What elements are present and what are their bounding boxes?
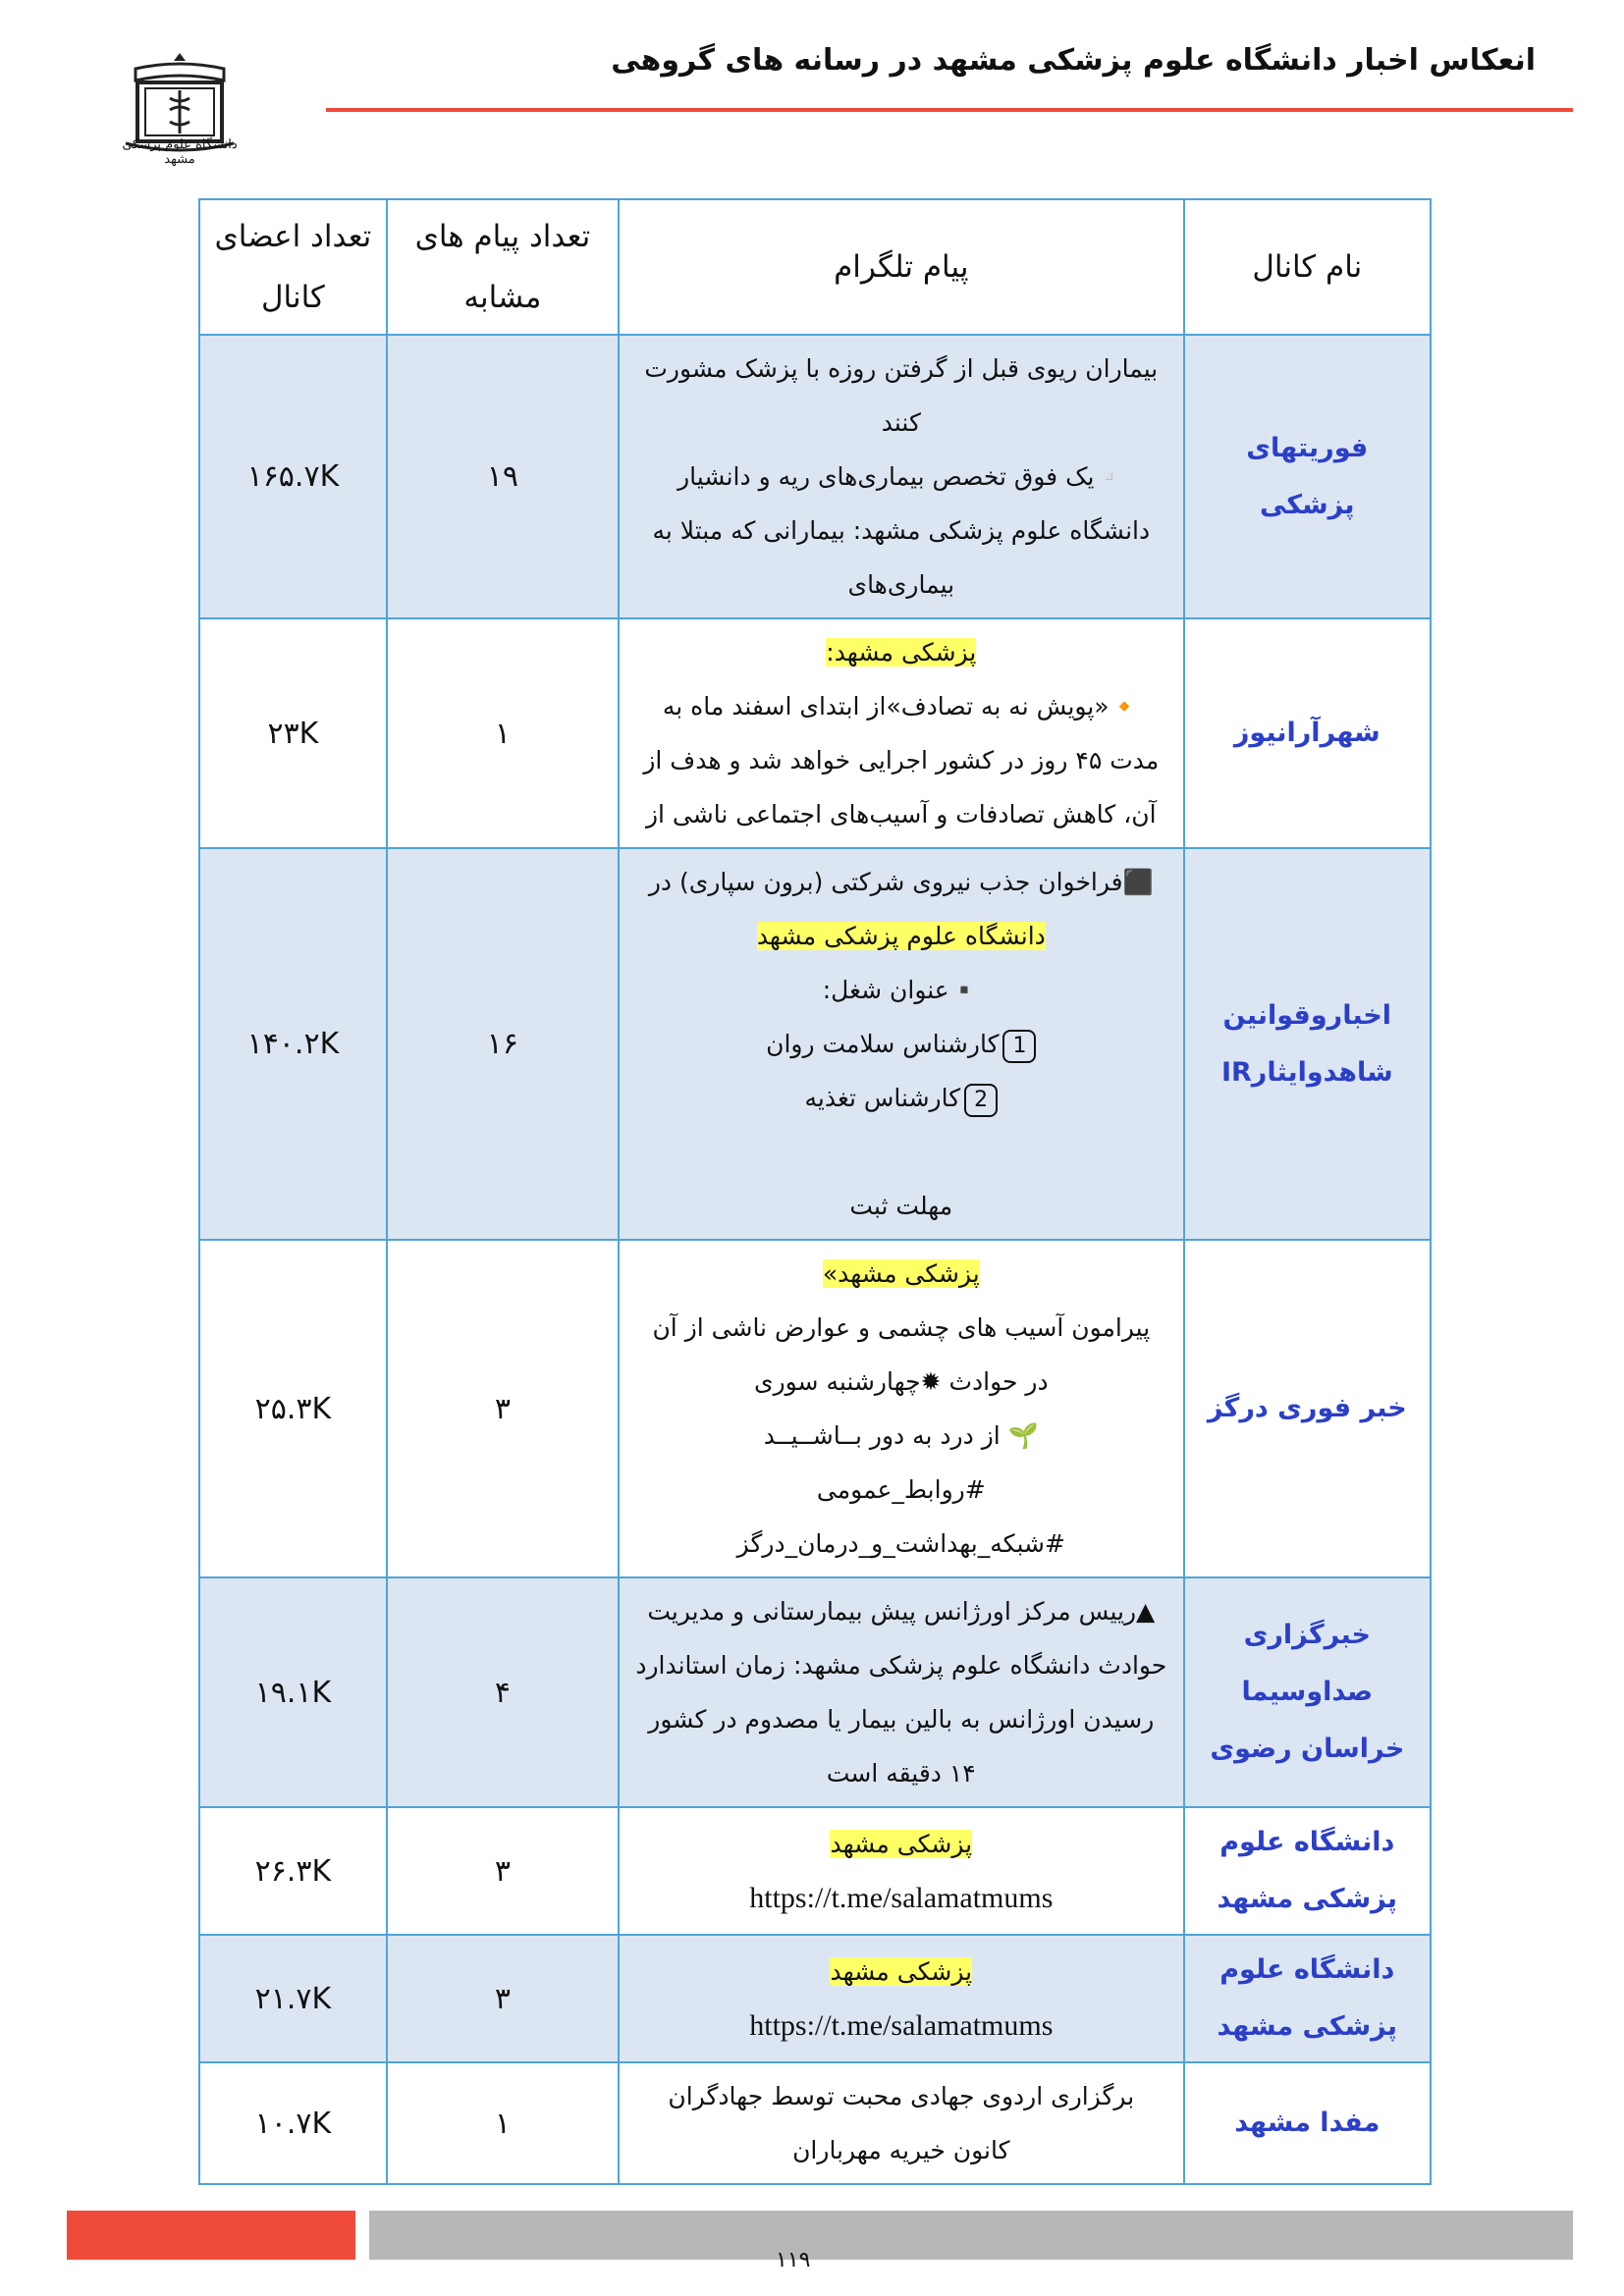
member-count: ۱۰.۷K (199, 2062, 387, 2184)
message-line (633, 1817, 1169, 1871)
message-line: 🌱 از درد به دور بــاشــیــد (763, 1421, 1039, 1450)
message-line: در حوادث ✹چهارشنبه سوری (754, 1367, 1049, 1396)
message-line: ▫️یک فوق تخصص بیماری‌های ریه و دانشیار (677, 462, 1125, 491)
message-line: #شبکه_بهداشت_و_درمان_درگز (736, 1529, 1065, 1558)
message-line (633, 1017, 1169, 1071)
message-line (633, 1247, 1169, 1301)
similar-count: ۳ (387, 1807, 619, 1935)
job-title: کارشناس تغذیه (804, 1084, 961, 1112)
header-similar-count: تعداد پیام های مشابه (387, 199, 619, 335)
message-line: حوادث دانشگاه علوم پزشکی مشهد: زمان استاندارد (635, 1651, 1167, 1680)
logo-caption: دانشگاه علوم پزشکی مشهد (122, 137, 238, 167)
channel-name: شهرآرانیوز (1184, 618, 1431, 848)
message-line: #روابط_عمومی (816, 1475, 986, 1504)
member-count: ۱۹.۱K (199, 1577, 387, 1807)
channel-news-table (198, 198, 1432, 2185)
telegram-message (619, 1240, 1184, 1577)
message-line: کنند (881, 408, 921, 437)
similar-count: ۱ (387, 618, 619, 848)
member-count: ۱۴۰.۲K (199, 848, 387, 1240)
table-row (199, 848, 1431, 1240)
channel-name: خبر فوری درگز (1184, 1240, 1431, 1577)
message-line (633, 909, 1169, 963)
highlighted-keyword: پزشکی مشهد» (822, 1259, 980, 1288)
telegram-message (619, 848, 1184, 1240)
channel-name: اخباروقوانین شاهدوایثارIR (1184, 848, 1431, 1240)
header-member-count: تعداد اعضای کانال (199, 199, 387, 335)
message-line: ▲رییس مرکز اورژانس پیش بیمارستانی و مدیریت (647, 1597, 1156, 1626)
table-row (199, 1240, 1431, 1577)
number-two-icon: 2 (964, 1084, 998, 1117)
page-title: انعکاس اخبار دانشگاه علوم پزشکی مشهد در رسانه های گروهی (611, 43, 1536, 78)
message-line: کانون خیریه مهرباران (792, 2136, 1010, 2164)
number-one-icon: 1 (1002, 1030, 1036, 1063)
message-line: بیماران ریوی قبل از گرفتن روزه با پزشک مشورت (644, 354, 1159, 383)
message-line: مهلت ثبت (849, 1192, 953, 1220)
message-line: بیماری‌های (847, 570, 955, 599)
telegram-message (619, 2062, 1184, 2184)
message-line (633, 1945, 1169, 1999)
message-line: پیرامون آسیب های چشمی و عوارض ناشی از آن (652, 1313, 1151, 1342)
header-telegram-message: پیام تلگرام (619, 199, 1184, 335)
channel-name: مفدا مشهد (1184, 2062, 1431, 2184)
member-count: ۱۶۵.۷K (199, 335, 387, 618)
telegram-message (619, 618, 1184, 848)
channel-name: خبرگزاری صداوسیما خراسان رضوی (1184, 1577, 1431, 1807)
table-row (199, 1577, 1431, 1807)
highlighted-keyword: دانشگاه علوم پزشکی مشهد (756, 922, 1046, 950)
channel-name: دانشگاه علوم پزشکی مشهد (1184, 1935, 1431, 2062)
message-line: ⬛فراخوان جذب نیروی شرکتی (برون سپاری) در (648, 868, 1154, 896)
table-row (199, 335, 1431, 618)
job-title: کارشناس سلامت روان (766, 1030, 1000, 1058)
footer-gray-bar (369, 2211, 1573, 2260)
highlighted-keyword: پزشکی مشهد: (826, 638, 977, 667)
message-line (633, 1125, 1169, 1179)
similar-count: ۱ (387, 2062, 619, 2184)
table-row (199, 618, 1431, 848)
table-row (199, 2062, 1431, 2184)
telegram-message (619, 335, 1184, 618)
member-count: ۲۱.۷K (199, 1935, 387, 2062)
channel-link[interactable]: https://t.me/salamatmums (749, 2009, 1054, 2042)
telegram-message (619, 1935, 1184, 2062)
similar-count: ۱۹ (387, 335, 619, 618)
message-line: ۱۴ دقیقه است (826, 1759, 976, 1788)
message-line: ▪️عنوان شغل: (822, 976, 980, 1004)
member-count: ۲۵.۳K (199, 1240, 387, 1577)
message-line: مدت ۴۵ روز در کشور اجرایی خواهد شد و هدف از (643, 746, 1160, 774)
highlighted-keyword: پزشکی مشهد (830, 1830, 973, 1858)
similar-count: ۳ (387, 1240, 619, 1577)
table-header-row (199, 199, 1431, 335)
member-count: ۲۳K (199, 618, 387, 848)
message-line: برگزاری اردوی جهادی محبت توسط جهادگران (668, 2082, 1135, 2110)
message-line: رسیدن اورژانس به بالین بیمار یا مصدوم در کشور (648, 1705, 1155, 1734)
message-line: آن، کاهش تصادفات و آسیب‌های اجتماعی ناشی از (645, 800, 1157, 828)
header-rule (326, 108, 1573, 112)
highlighted-keyword: پزشکی مشهد (830, 1957, 973, 1986)
similar-count: ۴ (387, 1577, 619, 1807)
message-line: دانشگاه علوم پزشکی مشهد: بیمارانی که مبتلا به (652, 516, 1151, 545)
table-row (199, 1807, 1431, 1935)
header-channel-name: نام کانال (1184, 199, 1431, 335)
page-number: ۱۱۹ (776, 2248, 811, 2272)
table-row (199, 1935, 1431, 2062)
member-count: ۲۶.۳K (199, 1807, 387, 1935)
footer-red-bar (67, 2211, 355, 2260)
telegram-message (619, 1807, 1184, 1935)
channel-name: فوریتهای پزشکی (1184, 335, 1431, 618)
similar-count: ۱۶ (387, 848, 619, 1240)
message-line: 🔸«پویش نه به تصادف»از ابتدای اسفند ماه به (662, 692, 1140, 721)
similar-count: ۳ (387, 1935, 619, 2062)
channel-link[interactable]: https://t.me/salamatmums (749, 1882, 1054, 1914)
message-line (633, 1071, 1169, 1125)
message-line (633, 625, 1169, 679)
channel-name: دانشگاه علوم پزشکی مشهد (1184, 1807, 1431, 1935)
telegram-message (619, 1577, 1184, 1807)
